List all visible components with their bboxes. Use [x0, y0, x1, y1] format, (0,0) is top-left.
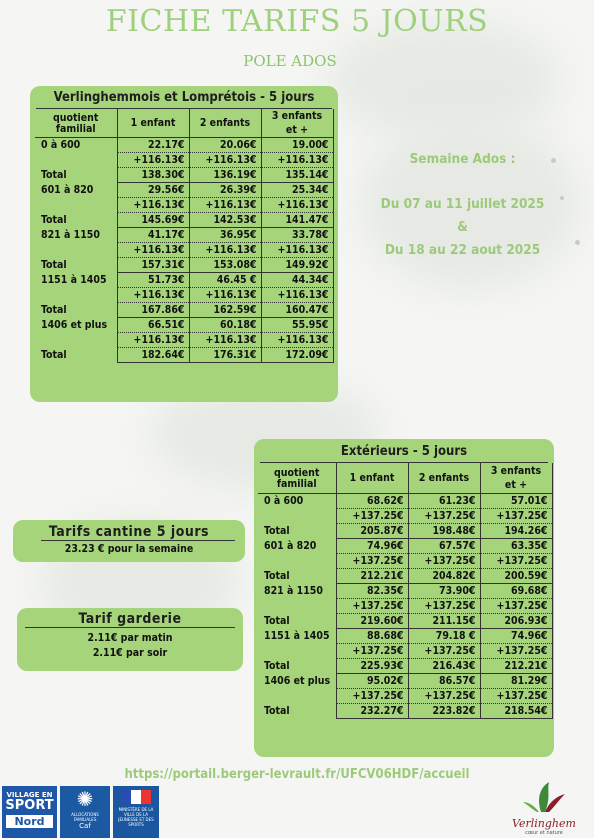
column-header: 2 enfants — [408, 463, 480, 494]
quotient-label: quotient familial — [35, 109, 117, 138]
price-cell: 63.35€ — [480, 539, 552, 554]
price-cell: 232.27€ — [336, 704, 408, 719]
table-row — [35, 348, 333, 363]
price-cell: 68.62€ — [336, 494, 408, 509]
price-cell: +137.25€ — [336, 644, 408, 659]
price-cell: 73.90€ — [408, 584, 480, 599]
price-cell: +116.13€ — [189, 333, 261, 348]
table-row — [35, 153, 333, 168]
price-cell: 36.95€ — [189, 228, 261, 243]
caf-emblem-icon: ✺ — [76, 787, 94, 811]
price-cell: +137.25€ — [408, 599, 480, 614]
session-date-2: Du 18 au 22 aout 2025 — [384, 242, 541, 258]
price-cell: +116.13€ — [117, 198, 189, 213]
verlinghem-table-title: Verlinghemmois et Lomprétois - 5 jours — [53, 90, 315, 105]
price-cell: 44.34€ — [261, 273, 333, 288]
price-cell: +137.25€ — [336, 599, 408, 614]
price-cell: 218.54€ — [480, 704, 552, 719]
spacer-cell — [35, 243, 117, 258]
quotient-range: 821 à 1150 — [41, 229, 100, 241]
price-cell: 61.23€ — [408, 494, 480, 509]
table-row — [35, 243, 333, 258]
price-cell: +116.13€ — [189, 243, 261, 258]
garderie-soir: 2.11€ par soir — [92, 647, 168, 659]
price-cell: 41.17€ — [117, 228, 189, 243]
decor-dot — [575, 240, 580, 245]
price-cell: 25.34€ — [261, 183, 333, 198]
price-cell: 182.64€ — [117, 348, 189, 363]
price-cell: 162.59€ — [189, 303, 261, 318]
spacer-cell — [258, 554, 336, 569]
price-cell: 225.93€ — [336, 659, 408, 674]
table-row — [35, 198, 333, 213]
registration-link[interactable]: https://portail.berger-levrault.fr/UFCV06HDF/accueil — [124, 767, 470, 782]
table-row — [258, 524, 552, 539]
table-row — [35, 258, 333, 273]
price-cell: 33.78€ — [261, 228, 333, 243]
table-row — [258, 659, 552, 674]
quotient-range: 601 à 820 — [264, 540, 317, 552]
price-cell: 135.14€ — [261, 168, 333, 183]
price-cell: +137.25€ — [408, 644, 480, 659]
decor-dot — [551, 158, 556, 163]
table-row — [35, 318, 333, 333]
garderie-matin: 2.11€ par matin — [87, 632, 173, 644]
page-subtitle: POLE ADOS — [243, 52, 337, 70]
quotient-range: 1406 et plus — [41, 319, 108, 331]
quotient-range: 1406 et plus — [264, 675, 331, 687]
price-cell: +116.13€ — [117, 288, 189, 303]
spacer-cell — [35, 288, 117, 303]
price-cell: 204.82€ — [408, 569, 480, 584]
price-cell: +116.13€ — [261, 333, 333, 348]
spacer-cell — [35, 153, 117, 168]
price-cell: +137.25€ — [336, 689, 408, 704]
tree-icon — [519, 780, 569, 814]
table-row — [258, 539, 552, 554]
price-cell: 167.86€ — [117, 303, 189, 318]
price-cell: 95.02€ — [336, 674, 408, 689]
price-cell: 157.31€ — [117, 258, 189, 273]
table-row — [35, 333, 333, 348]
price-cell: 212.21€ — [480, 659, 552, 674]
exterieurs-tariff-card — [254, 439, 554, 757]
total-label: Total — [264, 570, 290, 582]
total-label: Total — [41, 349, 67, 361]
quotient-range: 0 à 600 — [264, 495, 304, 508]
decor-dot — [560, 196, 564, 200]
table-row — [258, 569, 552, 584]
table-row — [258, 494, 552, 509]
price-cell: +137.25€ — [480, 689, 552, 704]
exterieurs-table-title: Extérieurs - 5 jours — [340, 444, 468, 459]
price-cell: 79.18 € — [408, 629, 480, 644]
table-row — [35, 213, 333, 228]
total-label: Total — [264, 525, 290, 537]
verlinghem-tariff-card — [30, 86, 338, 402]
price-cell: 141.47€ — [261, 213, 333, 228]
price-cell: +137.25€ — [408, 509, 480, 524]
column-header: 3 enfants et + — [261, 109, 333, 138]
price-cell: +137.25€ — [480, 644, 552, 659]
price-cell: +116.13€ — [261, 198, 333, 213]
column-header: 3 enfants et + — [480, 463, 552, 494]
price-cell: 88.68€ — [336, 629, 408, 644]
price-cell: 74.96€ — [480, 629, 552, 644]
table-row — [258, 584, 552, 599]
garderie-title: Tarif garderie — [78, 611, 182, 627]
price-cell: +116.13€ — [117, 153, 189, 168]
price-cell: +137.25€ — [480, 509, 552, 524]
page-title: FICHE TARIFS 5 JOURS — [105, 4, 489, 39]
french-flag-icon — [121, 790, 151, 804]
price-cell: +116.13€ — [189, 198, 261, 213]
price-cell: 20.06€ — [189, 138, 261, 153]
price-cell: 216.43€ — [408, 659, 480, 674]
price-cell: +116.13€ — [117, 333, 189, 348]
price-cell: +137.25€ — [336, 509, 408, 524]
cantine-price: 23.23 € pour la semaine — [64, 543, 194, 555]
table-row — [35, 138, 333, 153]
total-label: Total — [264, 705, 290, 717]
spacer-cell — [258, 689, 336, 704]
table-row — [258, 509, 552, 524]
price-cell: 22.17€ — [117, 138, 189, 153]
table-row — [258, 644, 552, 659]
price-cell: +137.25€ — [408, 554, 480, 569]
price-cell: +116.13€ — [261, 153, 333, 168]
session-date-1: Du 07 au 11 juillet 2025 — [380, 196, 545, 212]
price-cell: 142.53€ — [189, 213, 261, 228]
price-cell: +137.25€ — [480, 599, 552, 614]
price-cell: 60.18€ — [189, 318, 261, 333]
column-header: 1 enfant — [117, 109, 189, 138]
price-cell: 55.95€ — [261, 318, 333, 333]
spacer-cell — [35, 198, 117, 213]
price-cell: 46.45 € — [189, 273, 261, 288]
price-cell: 81.29€ — [480, 674, 552, 689]
table-row — [35, 288, 333, 303]
price-cell: +116.13€ — [117, 243, 189, 258]
table-row — [258, 629, 552, 644]
spacer-cell — [258, 509, 336, 524]
total-label: Total — [41, 304, 67, 316]
price-cell: 194.26€ — [480, 524, 552, 539]
price-cell: 205.87€ — [336, 524, 408, 539]
price-cell: 51.73€ — [117, 273, 189, 288]
spacer-cell — [258, 644, 336, 659]
session-heading: Semaine Ados : — [409, 151, 516, 167]
price-cell: +116.13€ — [189, 288, 261, 303]
price-cell: 86.57€ — [408, 674, 480, 689]
verlinghem-logo: Verlinghem cœur et nature — [503, 780, 585, 836]
price-cell: +137.25€ — [336, 554, 408, 569]
price-cell: 198.48€ — [408, 524, 480, 539]
total-label: Total — [41, 259, 67, 271]
price-cell: 212.21€ — [336, 569, 408, 584]
column-header: 2 enfants — [189, 109, 261, 138]
table-row — [35, 168, 333, 183]
quotient-label: quotient familial — [258, 463, 336, 494]
total-label: Total — [41, 169, 67, 181]
table-row — [258, 599, 552, 614]
cantine-title: Tarifs cantine 5 jours — [48, 524, 210, 540]
price-cell: 19.00€ — [261, 138, 333, 153]
price-cell: 160.47€ — [261, 303, 333, 318]
price-cell: 57.01€ — [480, 494, 552, 509]
quotient-range: 0 à 600 — [41, 139, 81, 152]
price-cell: 206.93€ — [480, 614, 552, 629]
ministere-logo: MINISTÈRE DE LA VILLE DE LA JEUNESSE ET DES SPORTS — [113, 786, 159, 838]
table-row — [258, 689, 552, 704]
session-dates — [355, 148, 570, 262]
table-row — [258, 674, 552, 689]
price-cell: 211.15€ — [408, 614, 480, 629]
caf-logo: ✺ ALLOCATIONS FAMILIALES Caf — [60, 786, 110, 838]
table-row — [258, 614, 552, 629]
price-cell: 138.30€ — [117, 168, 189, 183]
price-cell: +116.13€ — [261, 288, 333, 303]
table-row — [258, 554, 552, 569]
cantine-card — [13, 520, 245, 562]
session-amp: & — [457, 219, 468, 235]
quotient-range: 1151 à 1405 — [264, 630, 330, 642]
garderie-card — [17, 608, 243, 671]
price-cell: +116.13€ — [189, 153, 261, 168]
total-label: Total — [41, 214, 67, 226]
price-cell: 67.57€ — [408, 539, 480, 554]
exterieurs-table — [258, 463, 553, 719]
total-label: Total — [264, 615, 290, 627]
village-en-sport-logo: VILLAGE EN SPORT Nord — [2, 786, 57, 838]
column-header: 1 enfant — [336, 463, 408, 494]
spacer-cell — [258, 599, 336, 614]
table-row — [35, 228, 333, 243]
price-cell: 82.35€ — [336, 584, 408, 599]
price-cell: 200.59€ — [480, 569, 552, 584]
quotient-range: 821 à 1150 — [264, 585, 323, 597]
price-cell: 172.09€ — [261, 348, 333, 363]
table-row — [258, 704, 552, 719]
price-cell: +116.13€ — [261, 243, 333, 258]
total-label: Total — [264, 660, 290, 672]
price-cell: 219.60€ — [336, 614, 408, 629]
price-cell: +137.25€ — [408, 689, 480, 704]
price-cell: 26.39€ — [189, 183, 261, 198]
price-cell: 153.08€ — [189, 258, 261, 273]
spacer-cell — [35, 333, 117, 348]
table-row — [35, 273, 333, 288]
quotient-range: 601 à 820 — [41, 184, 94, 196]
price-cell: 149.92€ — [261, 258, 333, 273]
table-row — [35, 303, 333, 318]
price-cell: 66.51€ — [117, 318, 189, 333]
verlinghem-table — [35, 109, 334, 363]
price-cell: 223.82€ — [408, 704, 480, 719]
price-cell: +137.25€ — [480, 554, 552, 569]
price-cell: 136.19€ — [189, 168, 261, 183]
quotient-range: 1151 à 1405 — [41, 274, 107, 286]
price-cell: 29.56€ — [117, 183, 189, 198]
price-cell: 176.31€ — [189, 348, 261, 363]
price-cell: 145.69€ — [117, 213, 189, 228]
table-row — [35, 183, 333, 198]
price-cell: 74.96€ — [336, 539, 408, 554]
price-cell: 69.68€ — [480, 584, 552, 599]
